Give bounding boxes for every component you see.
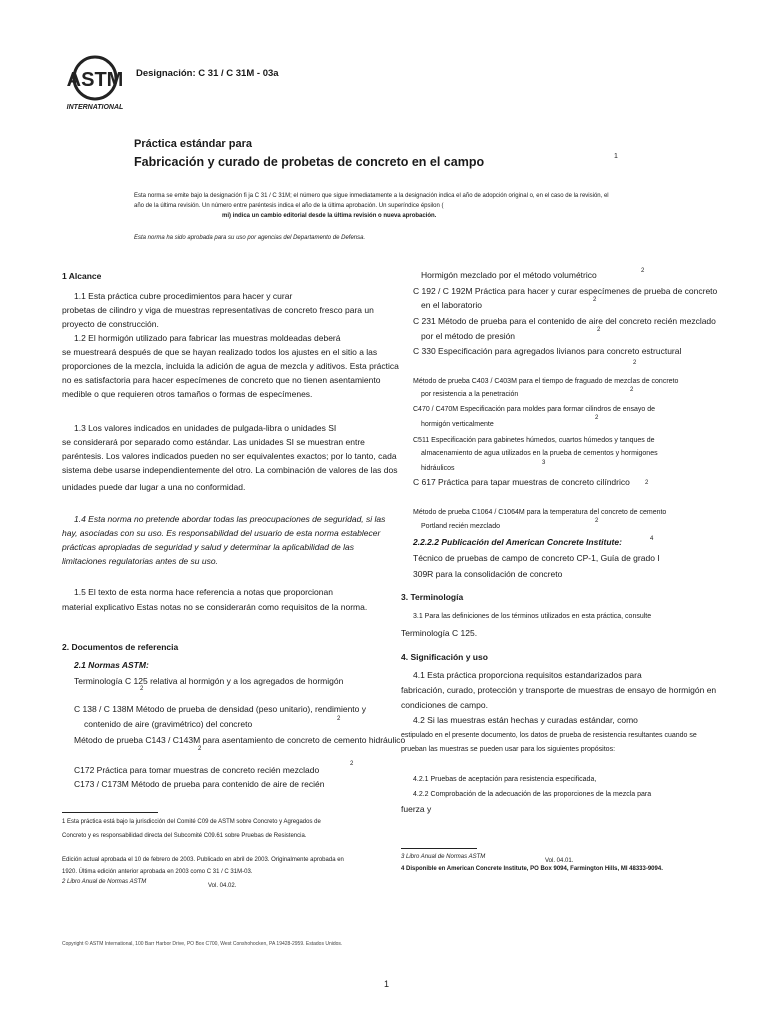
ref-c617: C 617 Práctica para tapar muestras de concreto cilíndrico — [413, 477, 630, 487]
ref-c138-line-2: contenido de aire (gravimétrico) del concreto — [84, 719, 253, 729]
ref-c143: Método de prueba C143 / C143M para asentamiento de concreto de cemento hidráulico — [74, 735, 406, 745]
footnote-4: 4 Disponible en American Concrete Institute, PO Box 9094, Farmington Hills, MI 48333-9094. — [401, 866, 663, 872]
ref-c1064-line-2: Portland recién mezclado — [421, 523, 500, 530]
para-1-2-line-2: se muestreará después de que se hayan realizado todos los ajustes en el sitio a las — [62, 347, 378, 357]
ref-c138-sup: 2 — [337, 716, 341, 722]
edition-note-line-1: Edición actual aprobada el 10 de febrero de 2003. Publicado en abril de 2003. Originalmente aprobada en — [62, 857, 344, 863]
para-1-2-line-5: medible o que requieren otros tamaños o formas de especímenes. — [62, 389, 313, 399]
para-1-4-line-1: 1.4 Esta norma no pretende abordar todas las preocupaciones de seguridad, si las — [74, 514, 386, 524]
intro-line-1: Esta norma se emite bajo la designación fi ja C 31 / C 31M; el número que sigue inmediatamente a la designación indica el año de adopción original o, en el caso de la revisión, el — [134, 193, 609, 199]
para-3-1-line-1: 3.1 Para las definiciones de los términos utilizados en esta práctica, consulte — [413, 613, 652, 620]
para-4-2-2-line-1: 4.2.2 Comprobación de la adecuación de las proporciones de la mezcla para — [413, 791, 652, 798]
para-1-4-line-3: prácticas apropiadas de seguridad y salud y determinar la aplicabilidad de las — [62, 542, 355, 552]
para-4-2-line-2: estipulado en el presente documento, los datos de prueba de resistencia resultantes cuando se — [401, 732, 697, 739]
astm-logo-graphic — [62, 54, 128, 112]
section-4-heading: 4. Significación y uso — [401, 652, 488, 662]
intro-line-3: mi) indica un cambio editorial desde la última revisión o nueva aprobación. — [222, 213, 437, 219]
ref-c125: Terminología C 125 relativa al hormigón y a los agregados de hormigón — [74, 676, 344, 686]
ref-c138-line-1: C 138 / C 138M Método de prueba de densidad (peso unitario), rendimiento y — [74, 704, 367, 714]
para-1-4-line-2: hay, asociadas con su uso. Es responsabilidad del usuario de esta norma establecer — [62, 528, 381, 538]
ref-c330-sup: 2 — [633, 360, 637, 366]
defense-note: Esta norma ha sido aprobada para su uso por agencias del Departamento de Defensa. — [134, 235, 366, 241]
para-4-1-line-2: fabricación, curado, protección y transporte de muestras de ensayo de hormigón en — [401, 685, 717, 695]
para-1-2-line-1: 1.2 El hormigón utilizado para fabricar las muestras moldeadas deberá — [74, 333, 341, 343]
title-footnote-ref: 1 — [614, 153, 618, 160]
para-4-2-2-line-2: fuerza y — [401, 804, 432, 814]
footnote-1-line-2: Concreto y es responsabilidad directa del Subcomité C09.61 sobre Pruebas de Resistencia. — [62, 833, 307, 839]
section-2-2-2-2-heading — [413, 537, 622, 548]
footnote-2-volume: Vol. 04.02. — [208, 883, 237, 889]
ref-c470-sup: 2 — [595, 415, 599, 421]
footnote-divider-right — [401, 848, 477, 849]
ref-c1064-line-1: Método de prueba C1064 / C1064M para la temperatura del concreto de cemento — [413, 509, 667, 516]
copyright-notice: Copyright © ASTM International, 100 Barr Harbor Drive, PO Box C700, West Conshohocken, PA 19428-2959. Estados Unidos. — [62, 941, 343, 947]
ref-c470-line-1: C470 / C470M Especificación para moldes para formar cilindros de ensayo de — [413, 406, 656, 413]
para-4-2-1: 4.2.1 Pruebas de aceptación para resistencia especificada, — [413, 776, 597, 783]
ref-c231-line-1: C 231 Método de prueba para el contenido de aire del concreto recién mezclado — [413, 316, 716, 326]
footnote-2-source: 2 Libro Anual de Normas ASTM — [62, 879, 147, 885]
para-1-1-line-1: 1.1 Esta práctica cubre procedimientos para hacer y curar — [74, 291, 293, 301]
footnote-3-source: 3 Libro Anual de Normas ASTM — [401, 854, 486, 860]
ref-c172-sup: 2 — [350, 761, 354, 767]
page-title: Fabricación y curado de probetas de concreto en el campo — [134, 155, 485, 169]
para-1-2-line-3: proporciones de la mezcla, incluida la adición de agua de mezcla y aditivos. Esta práctica — [62, 361, 399, 371]
ref-c231-line-2: por el método de presión — [421, 331, 516, 341]
footnote-divider-left — [62, 812, 158, 813]
ref-c125-sup: 2 — [140, 686, 144, 692]
designation: Designación: C 31 / C 31M - 03a — [136, 68, 279, 79]
para-1-1-line-2: probetas de cilindro y viga de muestras representativas de concreto fresco para un — [62, 305, 374, 315]
para-4-1-line-3: condiciones de campo. — [401, 700, 488, 710]
ref-c173-sup: 2 — [641, 268, 645, 274]
para-1-3-line-1: 1.3 Los valores indicados en unidades de pulgada-libra o unidades SI — [74, 423, 337, 433]
ref-c192-line-1: C 192 / C 192M Práctica para hacer y curar especímenes de prueba de concreto — [413, 286, 718, 296]
aci-sup: 4 — [650, 536, 654, 542]
aci-ref-line-2: 309R para la consolidación de concreto — [413, 569, 563, 579]
ref-c231-sup: 2 — [597, 327, 601, 333]
para-1-1-line-3: proyecto de construcción. — [62, 319, 159, 329]
section-3-heading: 3. Terminología — [401, 592, 464, 602]
para-1-3-line-4: sistema debe usarse independientemente del otro. La combinación de valores de las dos — [62, 465, 398, 475]
para-4-2-line-1: 4.2 Si las muestras están hechas y curadas estándar, como — [413, 715, 638, 725]
section-2-2-2-2-text: 2.2.2.2 Publicación del American Concrete Institute: — [413, 537, 622, 547]
ref-c172: C172 Práctica para tomar muestras de concreto recién mezclado — [74, 765, 320, 775]
logo-text: ASTM — [66, 69, 124, 91]
para-1-3-line-2: se considerará por separado como estándar. Las unidades SI se muestran entre — [62, 437, 365, 447]
ref-c1064-sup: 2 — [595, 518, 599, 524]
ref-c511-line-1: C511 Especificación para gabinetes húmedos, cuartos húmedos y tanques de — [413, 437, 655, 444]
para-4-2-line-3: prueban las muestras se pueden usar para los siguientes propósitos: — [401, 746, 616, 753]
ref-c173: C173 / C173M Método de prueba para contenido de aire de recién — [74, 779, 325, 789]
aci-ref-line-1: Técnico de pruebas de campo de concreto CP-1, Guía de grado I — [413, 553, 660, 563]
page-number: 1 — [384, 979, 390, 989]
astm-logo — [62, 54, 128, 112]
para-3-1-line-2: Terminología C 125. — [401, 628, 478, 638]
para-4-1-line-1: 4.1 Esta práctica proporciona requisitos estandarizados para — [413, 670, 642, 680]
para-1-5-line-1: 1.5 El texto de esta norma hace referencia a notas que proporcionan — [74, 587, 333, 597]
para-1-4-line-4: limitaciones regulatorias antes de su uso. — [62, 556, 218, 566]
ref-c403-line-1: Método de prueba C403 / C403M para el tiempo de fraguado de mezclas de concreto — [413, 378, 679, 385]
ref-c192-line-2: en el laboratorio — [421, 300, 482, 310]
ref-c143-sup: 2 — [198, 746, 202, 752]
footnote-1-line-1: 1 Esta práctica está bajo la jurisdicción del Comité C09 de ASTM sobre Concreto y Agregados de — [62, 819, 321, 825]
ref-c470-line-2: hormigón verticalmente — [421, 421, 494, 428]
ref-c330: C 330 Especificación para agregados livianos para concreto estructural — [413, 346, 682, 356]
ref-c617-sup: 2 — [645, 480, 649, 486]
edition-note-line-2: 1920. Última edición anterior aprobada en 2003 como C 31 / C 31M-03. — [62, 869, 253, 875]
intro-line-2: año de la última revisión. Un número entre paréntesis indica el año de la última aprobación. Un superíndice épsilon ( — [134, 203, 444, 209]
section-2-1-heading: 2.1 Normas ASTM: — [74, 660, 149, 670]
para-1-3-line-5: unidades puede dar lugar a una no conformidad. — [62, 482, 246, 492]
title-line-1: Práctica estándar para — [134, 138, 253, 150]
ref-c511-line-3: hidráulicos — [421, 465, 455, 472]
ref-c173-cont: Hormigón mezclado por el método volumétrico — [421, 270, 597, 280]
logo-subtext: INTERNATIONAL — [66, 104, 124, 111]
section-1-heading: 1 Alcance — [62, 271, 102, 281]
ref-c403-line-2: por resistencia a la penetración — [421, 391, 519, 398]
para-1-5-line-2: material explicativo Estas notas no se considerarán como requisitos de la norma. — [62, 602, 368, 612]
ref-c511-line-2: almacenamiento de agua utilizados en la prueba de cementos y hormigones — [421, 450, 658, 457]
para-1-2-line-4: no es satisfactoria para hacer especímenes de concreto que no tienen asentamiento — [62, 375, 381, 385]
section-2-heading: 2. Documentos de referencia — [62, 642, 179, 652]
para-1-3-line-3: paréntesis. Los valores indicados pueden no ser equivalentes exactos; por lo tanto, cada — [62, 451, 397, 461]
footnote-3-volume: Vol. 04.01. — [545, 858, 574, 864]
ref-c192-sup: 2 — [593, 297, 597, 303]
ref-c511-sup: 3 — [542, 460, 546, 466]
ref-c403-sup: 2 — [630, 387, 634, 393]
